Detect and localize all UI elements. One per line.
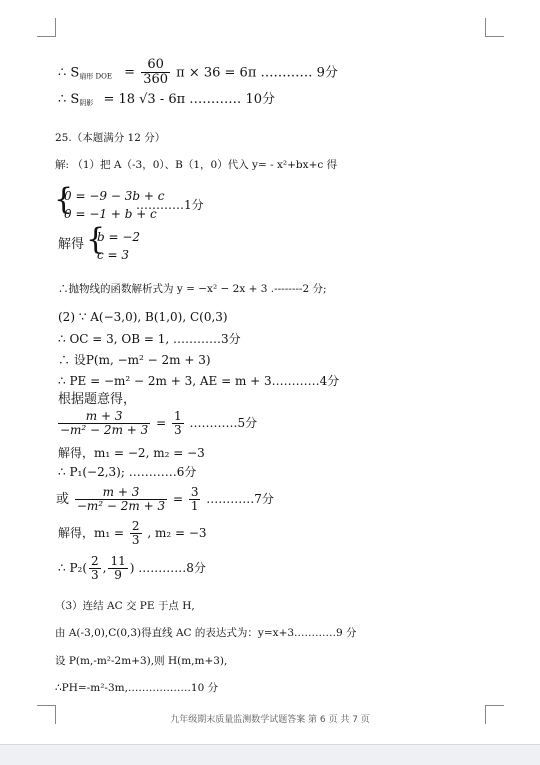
sector-area-line: [58, 58, 338, 88]
system-1-equation-a: 0 = −9 − 3b + c: [64, 189, 165, 203]
page-bottom-band: [0, 744, 540, 765]
page-footer: 九年级期末质量监测数学试题答案 第 6 页 共 7 页: [170, 715, 370, 725]
sector-area-subscript: 扇形 DOE: [79, 72, 112, 81]
part-2-by-condition: 根据题意得，: [58, 392, 137, 407]
p2-y-denominator: 9: [114, 568, 122, 583]
ratio-2-right-fraction: [189, 486, 201, 513]
ratio-1-left-numerator: m + 3: [58, 410, 150, 424]
sector-area-equals: =: [124, 65, 136, 81]
part-2-given: (2) ∵ A(−3,0), B(1,0), C(0,3): [58, 310, 228, 324]
shaded-area-result: = 18 √3 - 6π ………… 10分: [103, 92, 275, 107]
system-2-b: b = −2: [97, 230, 141, 244]
system-brace-1: {: [54, 182, 74, 217]
sector-area-prefix: ∴ S: [58, 65, 80, 81]
p2-x-fraction: [89, 555, 101, 582]
ratio-2-left-fraction: [75, 486, 167, 513]
solution-part-1-intro: 解: （1）把 A（-3，0）、B（1，0）代入 y= - x²+bx+c 得: [55, 159, 338, 171]
shaded-area-line: [58, 93, 275, 107]
question-25-heading: 25.（本题满分 12 分）: [55, 132, 166, 144]
solution-2-suffix: , m₂ = −3: [147, 526, 207, 541]
ratio-2-score: …………7分: [206, 492, 274, 507]
sector-fraction: [141, 58, 170, 88]
p2-x-numerator: 2: [91, 554, 99, 568]
ratio-equation-1: [56, 410, 257, 437]
p2-y-fraction: [108, 555, 127, 582]
ratio-1-equals: =: [156, 416, 167, 431]
ratio-1-left-denominator: −m² − 2m + 3: [60, 423, 149, 438]
solution-2-numerator: 2: [131, 519, 140, 533]
solve-word-1: 解得: [58, 237, 85, 252]
ratio-1-right-fraction: [172, 410, 184, 437]
p2-prefix: ∴ P₂(: [58, 561, 88, 576]
ratio-equation-2: [56, 486, 274, 513]
shaded-area-subscript: 阴影: [79, 99, 94, 107]
p2-suffix: ) …………8分: [129, 561, 206, 576]
p2-comma: ,: [102, 561, 107, 576]
p2-y-numerator: 11: [110, 554, 126, 568]
system-brace-2: {: [86, 222, 106, 257]
part-2-p2: [58, 555, 206, 582]
parabola-expression-line: ∴抛物线的函数解析式为 y = −x² − 2x + 3 .--------2 分;: [58, 283, 327, 295]
ratio-2-right-denominator: 1: [190, 499, 199, 514]
part-2-p1: ∴ P₁(−2,3); …………6分: [58, 465, 197, 479]
solution-2-prefix: 解得，m₁ =: [58, 526, 125, 541]
ratio-2-left-denominator: −m² − 2m + 3: [76, 499, 166, 514]
shaded-area-prefix: ∴ S: [58, 92, 80, 107]
ratio-1-score: …………5分: [189, 416, 258, 431]
crop-mark-top-left: [37, 18, 56, 37]
sector-fraction-numerator: 60: [141, 58, 170, 73]
part-2-solution-2: [58, 520, 207, 547]
ratio-2-left-numerator: m + 3: [75, 486, 167, 500]
part-3-line-ac: 由 A(-3,0),C(0,3)得直线 AC 的表达式为：y=x+3…………9 分: [55, 627, 357, 639]
solution-2-fraction: [130, 520, 142, 547]
sector-fraction-denominator: 360: [143, 72, 169, 88]
part-3-connect: （3）连结 AC 交 PE 于点 H,: [55, 600, 195, 612]
sector-area-result: π × 36 = 6π ………… 9分: [176, 65, 338, 81]
part-2-pe-ae: ∴ PE = −m² − 2m + 3, AE = m + 3…………4分: [58, 374, 340, 388]
part-3-let-p: 设 P(m,-m²-2m+3),则 H(m,m+3),: [55, 655, 228, 667]
crop-mark-top-right: [485, 18, 504, 37]
ratio-1-left-fraction: [58, 410, 150, 437]
system-1-equation-b: 0 = −1 + b + c: [64, 207, 157, 221]
ratio-2-right-numerator: 3: [190, 485, 199, 499]
part-2-let-p: ∴ 设P(m, −m² − 2m + 3): [58, 353, 211, 367]
part-3-ph: ∴PH=-m²-3m,………………10 分: [55, 682, 219, 694]
part-2-oc-ob: ∴ OC = 3, OB = 1, …………3分: [58, 332, 241, 346]
ratio-1-right-denominator: 3: [173, 423, 182, 438]
or-word: 或: [56, 492, 70, 508]
part-2-solution-1: 解得，m₁ = −2, m₂ = −3: [58, 446, 205, 460]
ratio-2-equals: =: [172, 492, 183, 507]
system-2-c: c = 3: [97, 248, 130, 262]
ratio-1-right-numerator: 1: [173, 409, 182, 423]
solution-2-denominator: 3: [131, 533, 140, 548]
p2-x-denominator: 3: [91, 568, 99, 583]
system-1-score: …………1分: [136, 198, 204, 212]
